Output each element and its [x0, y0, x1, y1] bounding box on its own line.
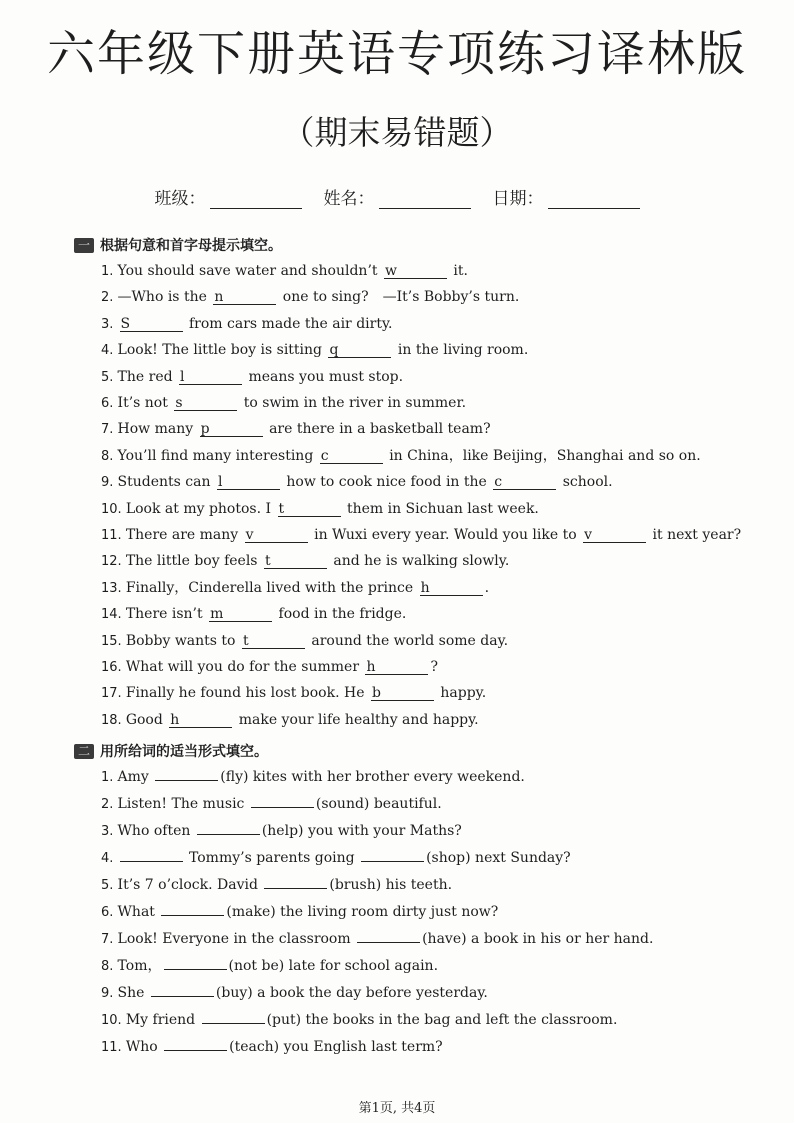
question-item: [101, 290, 519, 305]
question-text: Good: [125, 711, 168, 728]
answer-blank[interactable]: [155, 780, 218, 781]
question-text: ?: [430, 659, 438, 675]
question-text: .: [484, 579, 490, 596]
question-number: 14.: [101, 607, 126, 623]
question-text: (make) the living room dirty just now?: [226, 904, 499, 920]
question-item: [101, 770, 525, 784]
question-item: [101, 607, 406, 622]
date-label: 日期：: [492, 189, 544, 209]
question-text: Finally，Cinderella lived with the prince: [125, 579, 418, 596]
answer-blank[interactable]: t: [242, 634, 305, 649]
answer-blank[interactable]: s: [174, 396, 237, 411]
question-number: 11.: [101, 528, 126, 543]
question-item: [101, 686, 486, 701]
question-text: Tom，: [117, 958, 162, 974]
question-number: 4.: [101, 851, 118, 866]
question-text: make your life healthy and happy.: [234, 711, 479, 728]
question-text: food in the fridge.: [274, 606, 407, 623]
question-text: in the living room.: [393, 342, 529, 359]
question-number: 16.: [101, 660, 126, 675]
answer-blank[interactable]: w: [384, 264, 447, 279]
question-text: What will you do for the summer: [125, 659, 364, 675]
question-number: 11.: [101, 1040, 126, 1055]
question-text: Look at my photos. I: [125, 500, 276, 517]
name-field: [324, 184, 471, 209]
section-1-heading: [74, 235, 282, 255]
answer-blank[interactable]: m: [209, 607, 272, 622]
answer-blank[interactable]: [161, 915, 224, 916]
answer-blank[interactable]: n: [213, 290, 276, 305]
question-text: —Who is the: [117, 289, 212, 306]
question-text: She: [117, 985, 149, 1001]
question-text: one to sing? —It’s Bobby’s turn.: [278, 289, 520, 306]
class-label: 班级：: [154, 189, 206, 209]
question-item: [101, 502, 539, 517]
answer-blank[interactable]: q: [328, 343, 391, 358]
question-item: [101, 878, 452, 892]
answer-blank[interactable]: h: [169, 713, 232, 728]
question-item: [101, 264, 468, 279]
section-number-badge: 一: [74, 238, 94, 253]
question-number: 1.: [101, 770, 118, 785]
question-item: [101, 1040, 443, 1054]
page-subtitle: （期末易错题）: [281, 113, 513, 152]
answer-blank[interactable]: S: [120, 317, 183, 332]
question-item: [101, 370, 403, 385]
question-item: [101, 932, 653, 946]
question-item: [101, 986, 488, 1000]
question-text: happy.: [435, 685, 487, 702]
answer-blank[interactable]: c: [320, 449, 383, 464]
answer-blank[interactable]: [361, 861, 424, 862]
answer-blank[interactable]: [264, 888, 327, 889]
question-text: (have) a book in his or her hand.: [422, 931, 654, 947]
answer-blank[interactable]: h: [420, 581, 483, 596]
question-text: in Wuxi every year. Would you like to: [309, 527, 582, 543]
question-number: 6.: [101, 905, 118, 920]
answer-blank[interactable]: [151, 996, 214, 997]
page-footer: 第1页, 共4页: [358, 1101, 436, 1116]
question-text: Students can: [117, 474, 215, 491]
answer-blank[interactable]: t: [278, 502, 341, 517]
answer-blank[interactable]: c: [493, 475, 556, 490]
question-item: [101, 554, 509, 569]
question-item: [101, 959, 438, 973]
class-input-line[interactable]: [210, 190, 302, 209]
question-item: [101, 396, 466, 411]
question-number: 2.: [101, 797, 118, 812]
question-number: 5.: [101, 369, 118, 385]
answer-blank[interactable]: [202, 1023, 265, 1024]
question-text: There are many: [125, 527, 243, 543]
date-field: [493, 184, 640, 209]
question-number: 7.: [101, 422, 118, 438]
question-number: 1.: [101, 264, 118, 279]
answer-blank[interactable]: h: [365, 660, 428, 675]
question-text: It’s 7 o’clock. David: [117, 877, 263, 893]
question-number: 13.: [101, 580, 126, 596]
question-item: [101, 824, 462, 838]
question-text: It’s not: [117, 395, 173, 411]
question-number: 10.: [101, 1013, 126, 1028]
name-input-line[interactable]: [379, 190, 471, 209]
question-text: (buy) a book the day before yesterday.: [215, 985, 488, 1001]
question-item: [101, 905, 498, 919]
question-text: You’ll find many interesting: [117, 447, 318, 464]
answer-blank[interactable]: [120, 861, 183, 862]
question-text: Amy: [117, 769, 154, 785]
question-number: 12.: [101, 554, 126, 570]
question-number: 10.: [101, 501, 126, 517]
question-item: [101, 581, 489, 596]
section-2-heading: [74, 741, 268, 761]
section-heading-text: 根据句意和首字母提示填空。: [100, 238, 282, 254]
question-text: means you must stop.: [244, 368, 404, 385]
class-field: [155, 184, 302, 209]
question-number: 9.: [101, 475, 118, 491]
answer-blank[interactable]: [197, 834, 260, 835]
question-text: (sound) beautiful.: [315, 796, 442, 812]
answer-blank[interactable]: l: [179, 370, 242, 385]
question-text: Who: [125, 1039, 163, 1055]
question-number: 5.: [101, 878, 118, 893]
question-text: (teach) you English last term?: [229, 1039, 443, 1055]
question-number: 4.: [101, 343, 118, 359]
question-text: them in Sichuan last week.: [342, 500, 539, 517]
question-number: 3.: [101, 316, 118, 332]
answer-blank[interactable]: [164, 969, 227, 970]
question-text: You should save water and shouldn’t: [117, 263, 382, 279]
question-text: (shop) next Sunday?: [426, 850, 571, 866]
question-text: in China，like Beijing，Shanghai and so on.: [384, 447, 701, 464]
page-title: 六年级下册英语专项练习译林版: [46, 26, 747, 82]
answer-blank[interactable]: [357, 942, 420, 943]
question-text: how to cook nice food in the: [281, 474, 492, 491]
question-text: (fly) kites with her brother every weekend.: [220, 769, 525, 785]
question-text: it.: [448, 263, 468, 279]
question-text: and he is walking slowly.: [328, 553, 510, 570]
answer-blank[interactable]: v: [583, 528, 646, 543]
question-number: 18.: [101, 712, 126, 728]
question-text: The red: [117, 368, 178, 385]
answer-blank[interactable]: l: [217, 475, 280, 490]
answer-blank[interactable]: [164, 1050, 227, 1051]
date-input-line[interactable]: [548, 190, 640, 209]
answer-blank[interactable]: p: [200, 422, 263, 437]
question-number: 7.: [101, 932, 118, 947]
question-text: There isn’t: [125, 606, 208, 623]
question-text: My friend: [125, 1012, 200, 1028]
question-text: from cars made the air dirty.: [184, 315, 393, 332]
question-item: [101, 343, 528, 358]
question-text: How many: [117, 421, 198, 438]
question-text: What: [117, 904, 160, 920]
question-text: (put) the books in the bag and left the classroom.: [266, 1012, 618, 1028]
answer-blank[interactable]: b: [371, 686, 434, 701]
question-number: 15.: [101, 633, 126, 649]
question-item: [101, 475, 613, 490]
question-item: [101, 797, 442, 811]
question-number: 8.: [101, 448, 118, 464]
section-number-badge: 二: [74, 744, 94, 759]
question-text: Look! The little boy is sitting: [117, 342, 327, 359]
question-item: [101, 422, 491, 437]
question-item: [101, 851, 571, 865]
question-item: [101, 317, 392, 332]
question-text: (brush) his teeth.: [329, 877, 453, 893]
question-text: it next year?: [648, 527, 742, 543]
question-text: (not be) late for school again.: [228, 958, 439, 974]
question-number: 3.: [101, 824, 118, 839]
question-text: Look! Everyone in the classroom: [117, 931, 356, 947]
question-text: Tommy’s parents going: [184, 850, 360, 866]
question-item: [101, 528, 741, 543]
question-number: 6.: [101, 396, 118, 411]
question-text: Bobby wants to: [125, 632, 240, 649]
question-number: 8.: [101, 959, 118, 974]
question-item: [101, 634, 508, 649]
question-text: around the world some day.: [306, 632, 509, 649]
question-number: 17.: [101, 686, 126, 702]
question-text: (help) you with your Maths?: [261, 823, 462, 839]
answer-blank[interactable]: t: [264, 554, 327, 569]
question-text: to swim in the river in summer.: [239, 395, 467, 411]
question-text: Who often: [117, 823, 195, 839]
question-text: The little boy feels: [125, 553, 262, 570]
question-item: [101, 713, 479, 728]
question-text: school.: [558, 474, 613, 491]
question-number: 2.: [101, 290, 118, 306]
question-text: Listen! The music: [117, 796, 249, 812]
name-label: 姓名：: [323, 189, 375, 209]
question-item: [101, 1013, 617, 1027]
section-heading-text: 用所给词的适当形式填空。: [100, 744, 268, 760]
question-text: Finally he found his lost book. He: [125, 685, 369, 702]
answer-blank[interactable]: [251, 807, 314, 808]
answer-blank[interactable]: v: [245, 528, 308, 543]
question-text: are there in a basketball team?: [264, 421, 491, 438]
question-item: [101, 660, 438, 675]
student-info-row: [0, 184, 794, 209]
question-number: 9.: [101, 986, 118, 1001]
question-item: [101, 449, 701, 464]
